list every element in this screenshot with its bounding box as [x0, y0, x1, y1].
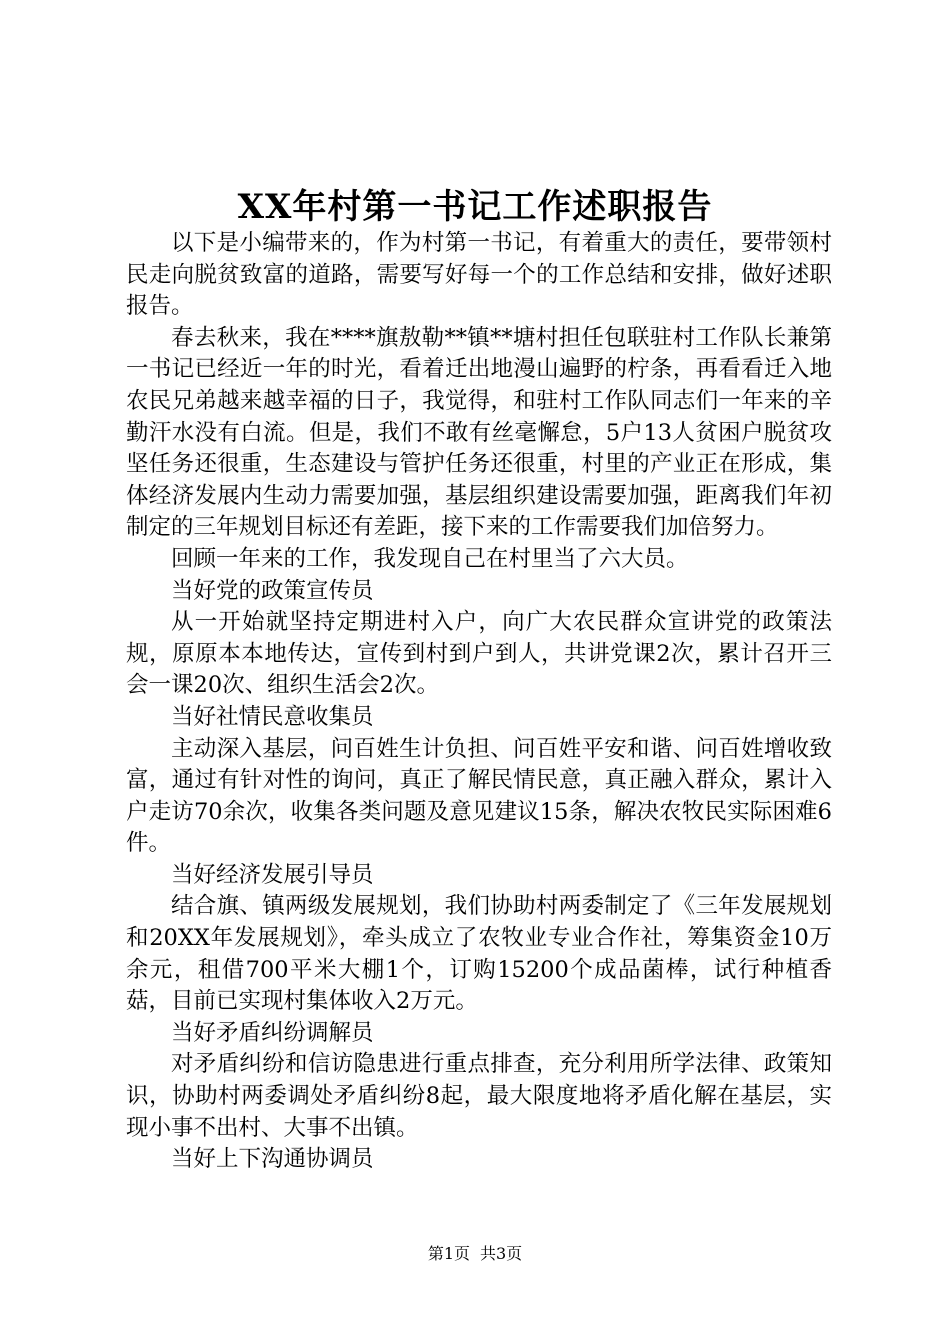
page-number-total: 共3页 [480, 1244, 523, 1263]
page-footer [0, 1242, 950, 1266]
paragraph-economy: 结合旗、镇两级发展规划，我们协助村两委制定了《三年发展规划和20XX年发展规划》，牵头成立了农牧业专业合作社，筹集资金10万余元，租借700平米大棚1个，订购15200个成品菌棒，试行种植香菇，目前已实现村集体收入2万元。 [126, 893, 832, 1015]
paragraph-overview: 春去秋来，我在****旗敖勒**镇**塘村担任包联驻村工作队长兼第一书记已经近一年的时光，看着迁出地漫山遍野的柠条，再看看迁入地农民兄弟越来越幸福的日子，我觉得，和驻村工作队同志们一年来的辛勤汗水没有白流。但是，我们不敢有丝毫懈怠，5户13人贫困户脱贫攻坚任务还很重，生态建设与管护任务还很重，村里的产业正在形成，集体经济发展内生动力需要加强，基层组织建设需要加强，距离我们年初制定的三年规划目标还有差距，接下来的工作需要我们加倍努力。 [126, 324, 832, 541]
paragraph-mediation: 对矛盾纠纷和信访隐患进行重点排查，充分利用所学法律、政策知识，协助村两委调处矛盾纠纷8起，最大限度地将矛盾化解在基层，实现小事不出村、大事不出镇。 [126, 1051, 832, 1141]
paragraph-public-opinion: 主动深入基层，问百姓生计负担、问百姓平安和谐、问百姓增收致富，通过有针对性的询问，真正了解民情民意，真正融入群众，累计入户走访70余次，收集各类问题及意见建议15条，解决农牧民实际困难6件。 [126, 735, 832, 857]
paragraph-intro: 以下是小编带来的，作为村第一书记，有着重大的责任，要带领村民走向脱贫致富的道路，需要写好每一个的工作总结和安排，做好述职报告。 [126, 230, 832, 320]
page-number-current: 第1页 [427, 1244, 470, 1263]
paragraph-policy: 从一开始就坚持定期进村入户，向广大农民群众宣讲党的政策法规，原原本本地传达，宣传到村到户到人，共讲党课2次，累计召开三会一课20次、组织生活会2次。 [126, 609, 832, 699]
document-body [126, 228, 832, 1176]
paragraph-review: 回顾一年来的工作，我发现自己在村里当了六大员。 [171, 545, 689, 572]
section-heading-policy: 当好党的政策宣传员 [171, 577, 374, 604]
section-heading-mediation: 当好矛盾纠纷调解员 [171, 1019, 374, 1046]
section-heading-economy: 当好经济发展引导员 [171, 861, 374, 888]
section-heading-public-opinion: 当好社情民意收集员 [171, 703, 374, 730]
document-title: XX年村第一书记工作述职报告 [237, 187, 713, 227]
section-heading-coordination: 当好上下沟通协调员 [171, 1146, 374, 1173]
